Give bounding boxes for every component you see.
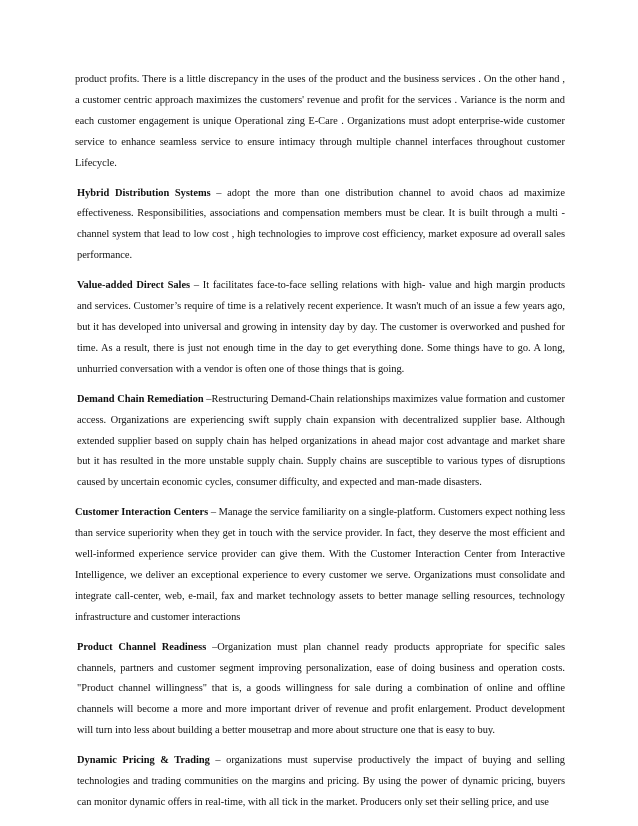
paragraph-gap (75, 742, 565, 751)
paragraph-demand-chain-remediation (75, 390, 565, 495)
paragraph-text: – It facilitates face-to-face selling relations with high- value and high margin products and services. Customer’s require of time is a relatively recent experience. It wasn't much of an issue a few years ago, but it has developed into universal and growing in intensity day by day. The customer is overworked and pushed for time. As a result, there is just not enough time in the day to get everything done. Some things have to go. A long, unhurried conversation with a vendor is often one of those things that is going. (77, 280, 566, 375)
paragraph-text: – Manage the service familiarity on a single-platform. Customers expect nothing less than service superiority when they get in touch with the service provider. In fact, they deserve the most efficient and well-informed experience service provider can give them. With the Customer Interaction Center from Interactive Intelligence, we deliver an exceptional experience to every customer we serve. Organizations must consolidate and integrate call-center, web, e-mail, fax and market technology assets to better manage selling resources, technology infrastructure and customer interactions (75, 507, 565, 623)
paragraph-heading: Product Channel Readiness (77, 641, 207, 653)
paragraph-heading: Demand Chain Remediation (77, 393, 204, 405)
paragraph-value-added-direct-sales (75, 276, 565, 381)
paragraph-heading: Value-added Direct Sales (77, 280, 191, 292)
paragraph-gap (75, 267, 565, 276)
paragraph-heading: Dynamic Pricing & Trading (77, 755, 210, 767)
paragraph-dynamic-pricing-trading (75, 751, 565, 814)
paragraph-intro (75, 70, 565, 175)
document-page (75, 70, 565, 814)
paragraph-text: –Restructuring Demand-Chain relationships maximizes value formation and customer access. Organizations are experiencing swift supply chain expansion with decentralized supplier base. Although extended supplier based on supply chain has helped organizations in ahead major cost advantage and market share but it has resulted in the more unstable supply chain. Supply chains are susceptible to various types of disruptions caused by uncertain economic cycles, consumer difficulty, and expected and man-made disasters. (77, 393, 565, 489)
paragraph-gap (75, 381, 565, 390)
paragraph-hybrid-distribution (75, 184, 565, 268)
paragraph-gap (75, 175, 565, 184)
paragraph-text: –Organization must plan channel ready products appropriate for specific sales channels, partners and customer segment improving personalization, ease of doing business and operation costs. "Product channel willingness" that is, a goods willingness for sale during a combination of online and offline channels will become a more and more important driver of revenue and profit enlargement. Product development will turn into less about building a better mousetrap and more about structure one that is easy to buy. (77, 641, 565, 737)
paragraph-gap (75, 629, 565, 638)
paragraph-text: product profits. There is a little discrepancy in the uses of the product and the business services . On the other hand , a customer centric approach maximizes the customers' revenue and profit for the services . Variance is the norm and each customer engagement is unique Operational zing E-Care . Organizations must adopt enterprise-wide customer service to enhance seamless service to ensure intimacy through multiple channel interfaces throughout customer Lifecycle. (75, 74, 565, 169)
paragraph-gap (75, 494, 565, 503)
paragraph-text: – organizations must supervise productively the impact of buying and selling technologies and trading communities on the margins and pricing. By using the power of dynamic pricing, buyers can monitor dynamic offers in real-time, with all tick in the market. Producers only set their selling price, and use (77, 755, 565, 808)
paragraph-customer-interaction-centers (75, 503, 565, 628)
paragraph-text: – adopt the more than one distribution channel to avoid chaos ad maximize effectiveness. Responsibilities, associations and compensation members must be clear. It is built through a multi - channel system that lead to low cost , high technologies to improve cost efficiency, market exposure ad overall sales performance. (77, 187, 565, 262)
paragraph-heading: Customer Interaction Centers (75, 507, 209, 519)
paragraph-product-channel-readiness (75, 638, 565, 743)
paragraph-heading: Hybrid Distribution Systems (77, 187, 211, 199)
